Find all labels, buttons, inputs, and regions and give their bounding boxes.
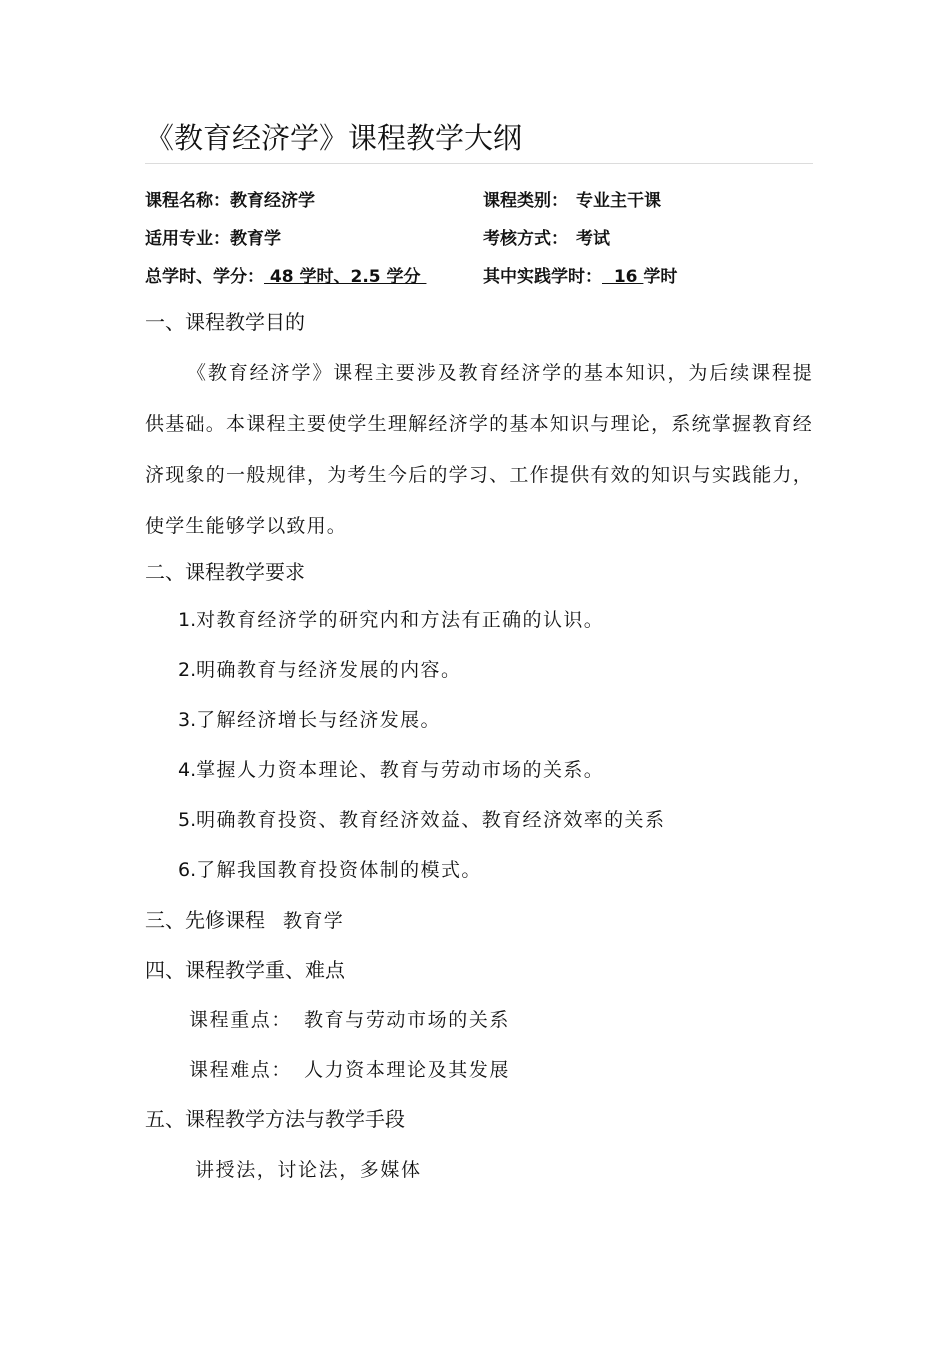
difficulty-value: 人力资本理论及其发展 bbox=[304, 1059, 511, 1081]
course-name-label: 课程名称： bbox=[145, 191, 230, 211]
section-heading-key-points: 四、课程教学重、难点 bbox=[145, 958, 345, 982]
section-heading-prerequisite: 三、先修课程 教育学 bbox=[145, 908, 345, 932]
focus-value: 教育与劳动市场的关系 bbox=[304, 1009, 511, 1031]
major-row bbox=[145, 228, 281, 250]
exam-label: 考核方式： bbox=[483, 229, 568, 249]
list-item: 2.明确教育与经济发展的内容。 bbox=[178, 659, 462, 681]
list-item: 4.掌握人力资本理论、教育与劳动市场的关系。 bbox=[178, 759, 605, 781]
practice-value: 16 bbox=[602, 267, 644, 287]
course-name-row bbox=[145, 190, 315, 212]
section-heading-methods: 五、课程教学方法与教学手段 bbox=[145, 1107, 405, 1131]
difficulty-label: 课程难点： bbox=[189, 1059, 293, 1081]
exam-row bbox=[483, 228, 610, 250]
major-label: 适用专业： bbox=[145, 229, 230, 249]
practice-unit: 学时 bbox=[643, 267, 678, 287]
course-type-value: 专业主干课 bbox=[576, 191, 661, 211]
practice-row bbox=[483, 266, 677, 288]
focus-row bbox=[189, 1007, 510, 1033]
prerequisite-value: 教育学 bbox=[283, 910, 345, 932]
hours-row bbox=[145, 266, 426, 288]
page-title: 《教育经济学》课程教学大纲 bbox=[145, 118, 813, 164]
course-type-label: 课程类别： bbox=[483, 191, 568, 211]
methods-text: 讲授法，讨论法，多媒体 bbox=[195, 1159, 422, 1181]
section-heading-requirements: 二、课程教学要求 bbox=[145, 560, 305, 584]
course-name-value: 教育经济学 bbox=[230, 191, 315, 211]
purpose-paragraph: 《教育经济学》课程主要涉及教育经济学的基本知识，为后续课程提供基础。本课程主要使学生理解经济学的基本知识与理论，系统掌握教育经济现象的一般规律，为考生今后的学习、工作提供有效的知识与实践能力，使学生能够学以致用。 bbox=[145, 362, 813, 537]
hours-label: 总学时、学分： bbox=[145, 267, 264, 287]
list-item: 5.明确教育投资、教育经济效益、教育经济效率的关系 bbox=[178, 809, 666, 831]
list-item: 6.了解我国教育投资体制的模式。 bbox=[178, 859, 482, 881]
difficulty-row bbox=[189, 1057, 510, 1083]
practice-label: 其中实践学时： bbox=[483, 267, 602, 287]
major-value: 教育学 bbox=[230, 229, 281, 249]
list-item: 1.对教育经济学的研究内和方法有正确的认识。 bbox=[178, 609, 605, 631]
exam-value: 考试 bbox=[576, 229, 610, 249]
list-item: 3.了解经济增长与经济发展。 bbox=[178, 709, 441, 731]
hours-value: 48 学时、2.5 学分 bbox=[264, 267, 427, 287]
section-heading-purpose: 一、课程教学目的 bbox=[145, 310, 305, 334]
focus-label: 课程重点： bbox=[189, 1009, 293, 1031]
course-type-row bbox=[483, 190, 661, 212]
